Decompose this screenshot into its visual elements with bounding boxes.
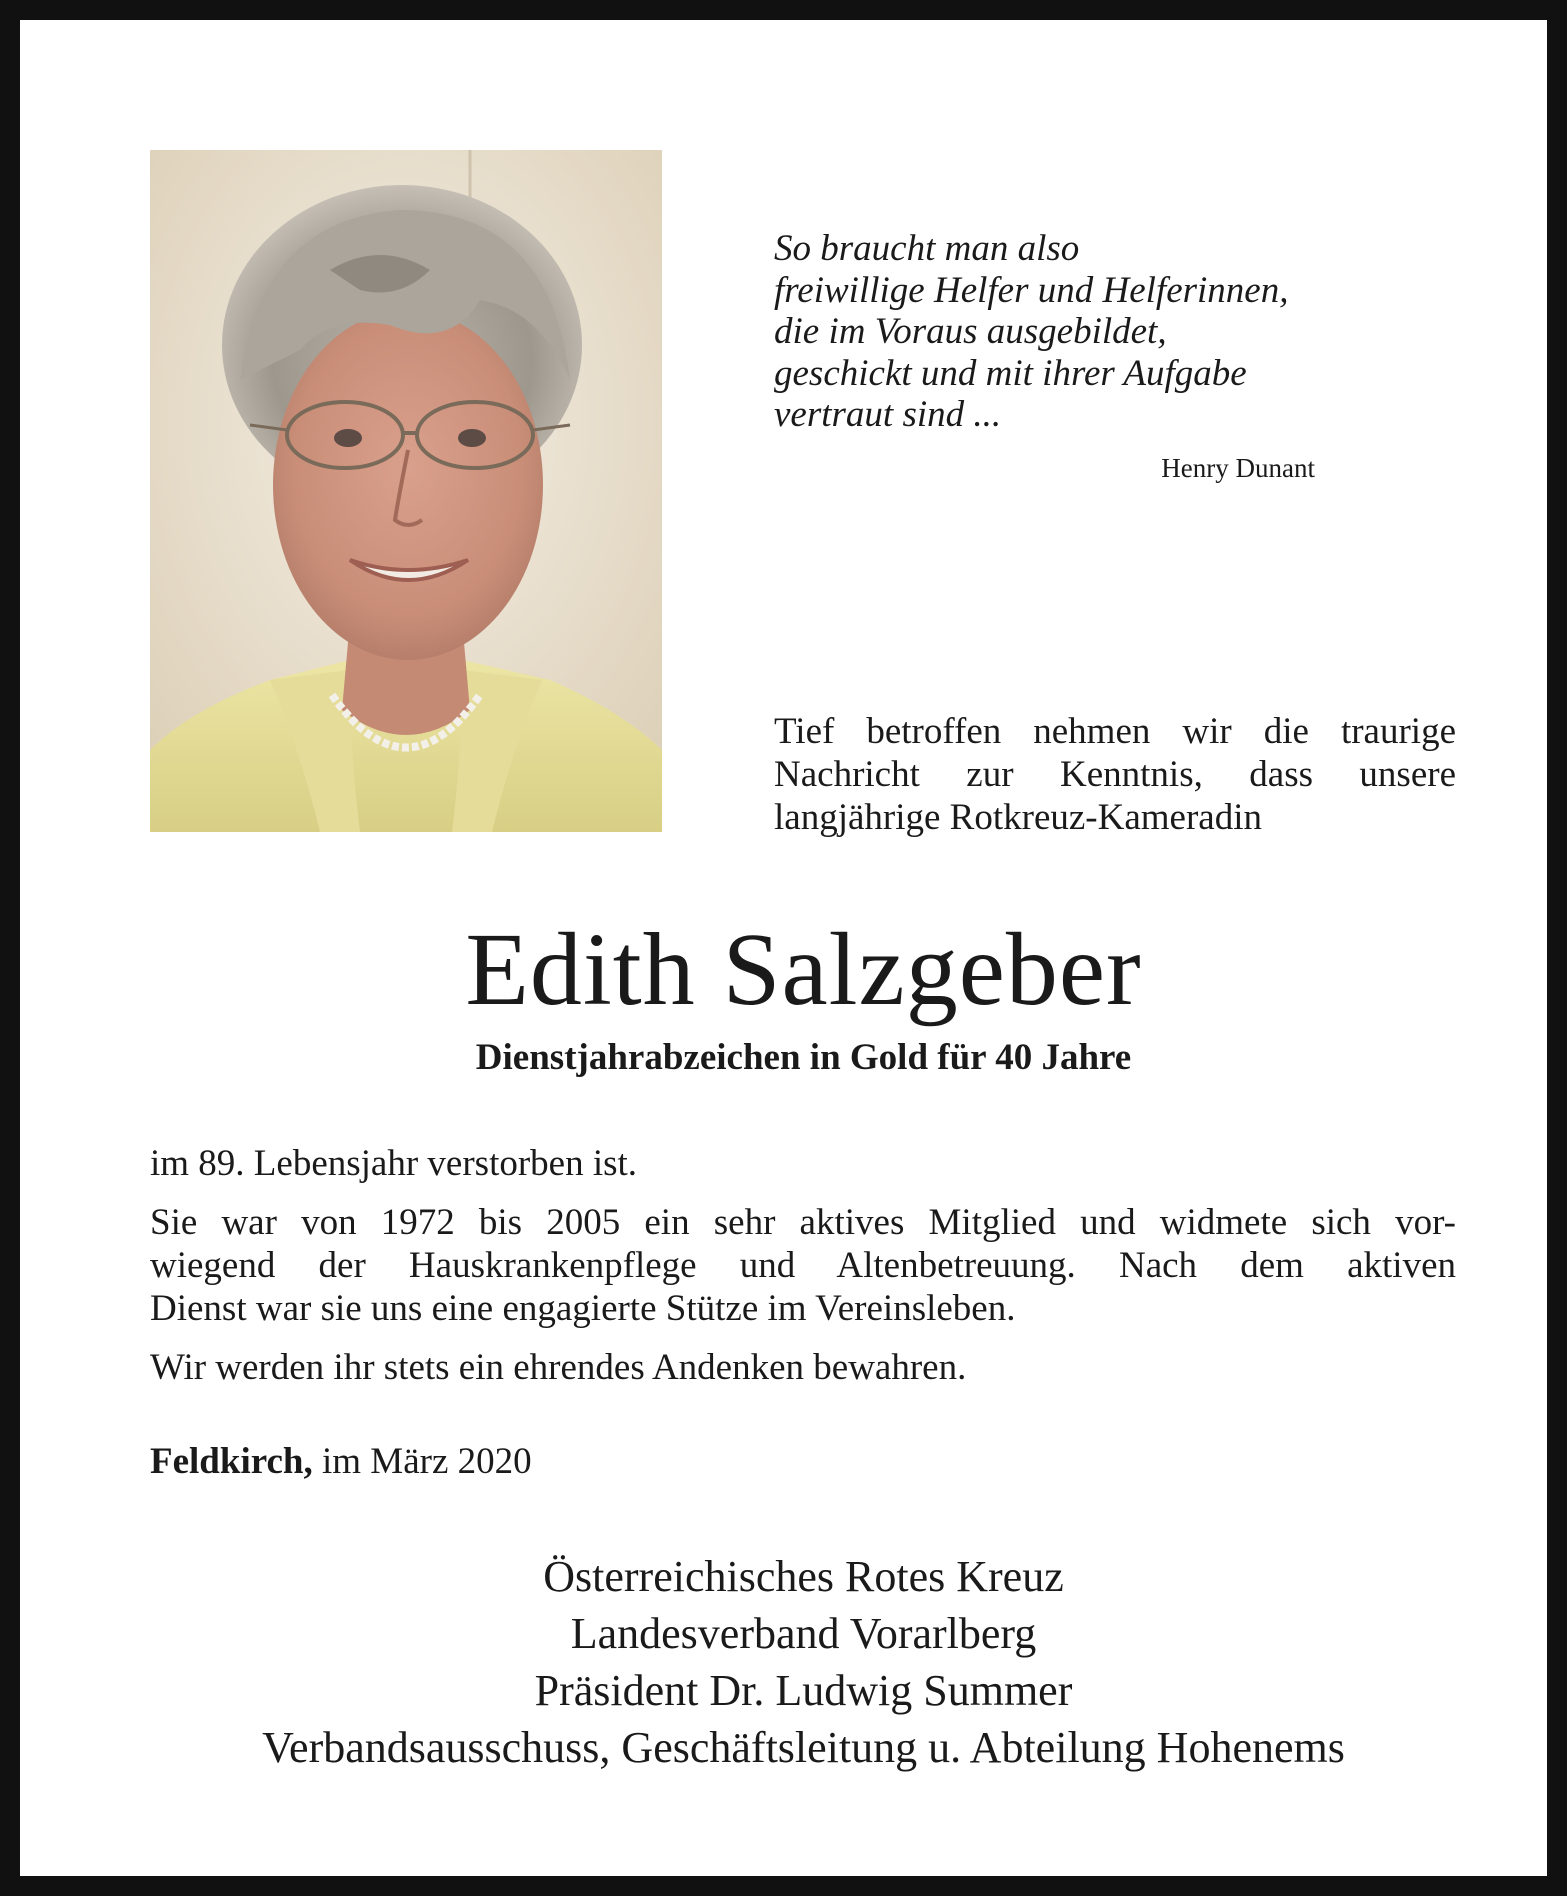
quote-line: freiwillige Helfer und Helferinnen, — [774, 269, 1289, 311]
quote-block — [774, 228, 1374, 436]
obituary-body — [150, 1142, 1456, 1405]
signers-block — [20, 1548, 1567, 1776]
intro-text — [774, 710, 1456, 839]
signer-line: Präsident Dr. Ludwig Summer — [534, 1666, 1073, 1715]
intro-line: Tief betroffen nehmen wir die traurige — [774, 711, 1456, 752]
place-city: Feldkirch, — [150, 1441, 313, 1482]
body-line: Dienst war sie uns eine engagierte Stütze im Vereinsleben. — [150, 1288, 1016, 1329]
quote-author: Henry Dunant — [1161, 453, 1315, 483]
portrait-photo — [150, 150, 662, 832]
award-subtitle: Dienstjahrabzeichen in Gold für 40 Jahre — [475, 1037, 1132, 1078]
quote-line: vertraut sind ... — [774, 394, 1002, 435]
quote-line: So braucht man also — [774, 228, 1080, 269]
signer-line: Landesverband Vorarlberg — [570, 1609, 1037, 1658]
body-paragraph — [150, 1201, 1456, 1330]
place-date-text: im März 2020 — [322, 1441, 532, 1482]
deceased-name: Edith Salzgeber — [465, 912, 1142, 1027]
intro-line: Nachricht zur Kenntnis, dass unsere — [774, 754, 1456, 795]
body-line: Sie war von 1972 bis 2005 ein sehr aktives Mitglied und widmete sich vor- — [150, 1202, 1456, 1243]
body-line: wiegend der Hauskrankenpflege und Altenbetreuung. Nach dem aktiven — [150, 1245, 1456, 1286]
body-paragraph: Wir werden ihr stets ein ehrendes Andenken bewahren. — [150, 1347, 967, 1388]
signer-line: Verbandsausschuss, Geschäftsleitung u. Abteilung Hohenems — [262, 1723, 1345, 1772]
quote-line: geschickt und mit ihrer Aufgabe — [774, 352, 1247, 394]
body-paragraph: im 89. Lebensjahr verstorben ist. — [150, 1143, 638, 1184]
place-date — [150, 1440, 532, 1483]
intro-line: langjährige Rotkreuz-Kameradin — [774, 797, 1262, 838]
quote-line: die im Voraus ausgebildet, — [774, 311, 1167, 352]
signer-line: Österreichisches Rotes Kreuz — [543, 1552, 1064, 1601]
